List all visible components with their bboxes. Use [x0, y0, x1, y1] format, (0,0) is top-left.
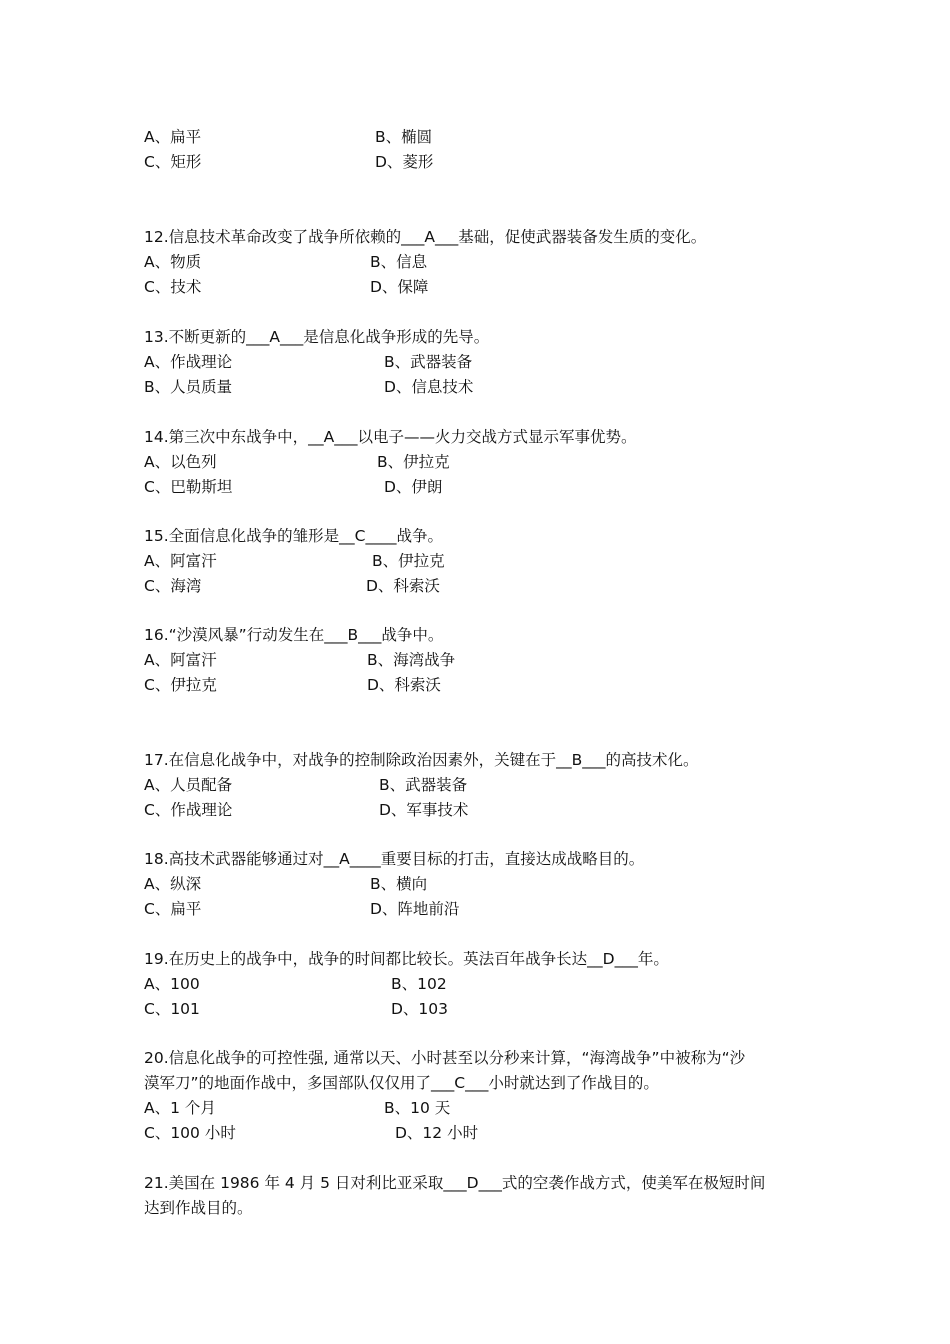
q17-option-b: B、武器装备 — [379, 776, 468, 794]
question-20-stem-line1: 20.信息化战争的可控性强, 通常以天、小时甚至以分秒来计算，“海湾战争”中被称为“沙 — [144, 1049, 746, 1067]
q16-option-b: B、海湾战争 — [367, 651, 456, 669]
q14-option-c: C、巴勒斯坦 — [144, 478, 233, 496]
q19-option-d: D、103 — [391, 1000, 449, 1018]
q19-option-a: A、100 — [144, 975, 200, 993]
question-19-stem: 19.在历史上的战争中，战争的时间都比较长。英法百年战争长达__D___年。 — [144, 950, 669, 968]
q12-option-c: C、技术 — [144, 278, 202, 296]
question-15-stem: 15.全面信息化战争的雏形是__C____战争。 — [144, 527, 443, 545]
q15-option-a: A、阿富汗 — [144, 552, 217, 570]
q13-option-d: D、信息技术 — [384, 378, 474, 396]
q16-option-c: C、伊拉克 — [144, 676, 217, 694]
q20-option-d: D、12 小时 — [395, 1124, 479, 1142]
question-20-stem-line2: 漠军刀”的地面作战中，多国部队仅仅用了___C___小时就达到了作战目的。 — [144, 1074, 659, 1092]
q14-option-a: A、以色列 — [144, 453, 217, 471]
q13-option-c: B、人员质量 — [144, 378, 233, 396]
q11-option-b: B、椭圆 — [375, 128, 433, 146]
q18-option-b: B、横向 — [370, 875, 428, 893]
q14-option-b: B、伊拉克 — [377, 453, 450, 471]
q17-option-d: D、军事技术 — [379, 801, 469, 819]
q19-option-b: B、102 — [391, 975, 447, 993]
q18-option-c: C、扁平 — [144, 900, 202, 918]
q11-option-a: A、扁平 — [144, 128, 202, 146]
question-13-stem: 13.不断更新的___A___是信息化战争形成的先导。 — [144, 328, 490, 346]
q13-option-b: B、武器装备 — [384, 353, 473, 371]
q12-option-b: B、信息 — [370, 253, 428, 271]
q11-option-c: C、矩形 — [144, 153, 202, 171]
question-21-stem-line1: 21.美国在 1986 年 4 月 5 日对利比亚采取___D___式的空袭作战方式，使美军在极短时间 — [144, 1174, 766, 1192]
question-12-stem: 12.信息技术革命改变了战争所依赖的___A___基础，促使武器装备发生质的变化。 — [144, 228, 707, 246]
question-21-stem-line2: 达到作战目的。 — [144, 1199, 253, 1217]
q19-option-c: C、101 — [144, 1000, 200, 1018]
q14-option-d: D、伊朗 — [384, 478, 443, 496]
question-16-stem: 16.“沙漠风暴”行动发生在___B___战争中。 — [144, 626, 444, 644]
q20-option-a: A、1 个月 — [144, 1099, 216, 1117]
q20-option-b: B、10 天 — [384, 1099, 451, 1117]
question-14-stem: 14.第三次中东战争中，__A___以电子——火力交战方式显示军事优势。 — [144, 428, 637, 446]
q15-option-d: D、科索沃 — [366, 577, 440, 595]
question-18-stem: 18.高技术武器能够通过对__A____重要目标的打击，直接达成战略目的。 — [144, 850, 645, 868]
q12-option-a: A、物质 — [144, 253, 202, 271]
q20-option-c: C、100 小时 — [144, 1124, 236, 1142]
q16-option-d: D、科索沃 — [367, 676, 441, 694]
q17-option-a: A、人员配备 — [144, 776, 233, 794]
q13-option-a: A、作战理论 — [144, 353, 233, 371]
q11-option-d: D、菱形 — [375, 153, 434, 171]
question-17-stem: 17.在信息化战争中，对战争的控制除政治因素外，关键在于__B___的高技术化。 — [144, 751, 699, 769]
q18-option-a: A、纵深 — [144, 875, 202, 893]
q12-option-d: D、保障 — [370, 278, 429, 296]
q15-option-c: C、海湾 — [144, 577, 202, 595]
q15-option-b: B、伊拉克 — [372, 552, 445, 570]
q18-option-d: D、阵地前沿 — [370, 900, 460, 918]
q16-option-a: A、阿富汗 — [144, 651, 217, 669]
q17-option-c: C、作战理论 — [144, 801, 233, 819]
